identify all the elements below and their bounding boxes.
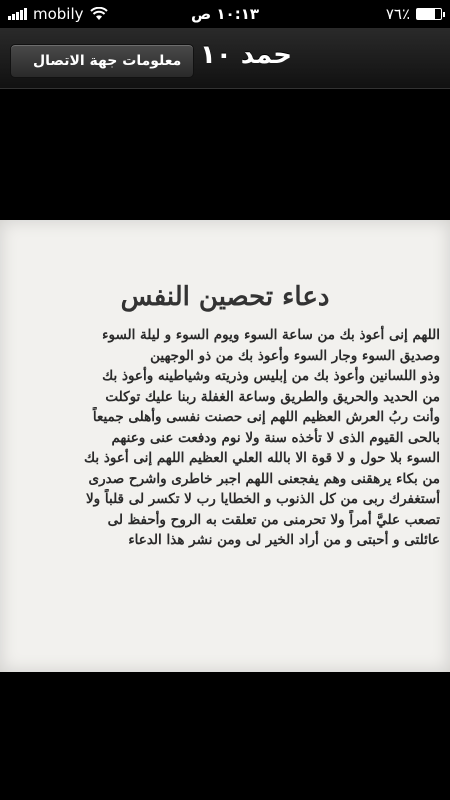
dua-line: السوء بلا حول و لا قوة الا بالله العلي العظيم اللهم إنى أعوذ بك (84, 450, 440, 466)
battery-area (386, 5, 442, 23)
dua-line: من بكاء يرهقنى وهم يفجعنى اللهم اجبر خاطرى واشرح صدرى (88, 470, 440, 487)
dua-line: وذو اللسانين وأعوذ بك من إبليس وذريته وشياطينه وأعوذ بك (102, 368, 440, 384)
dua-title: دعاء تحصين النفس (120, 282, 330, 312)
wifi-icon (90, 7, 108, 21)
dua-line: وصديق السوء وجار السوء وأعوذ بك من ذو الوجهين (150, 347, 440, 364)
battery-icon (416, 8, 442, 20)
navigation-bar (0, 28, 450, 89)
dua-line: وأنت ربُ العرش العظيم اللهم إنى حصنت نفسى وأهلى جميعاً (92, 409, 440, 425)
page-title: حمد ١٠ (200, 40, 292, 70)
carrier-area (8, 5, 108, 23)
dua-line: تصعب عليَّ أمراً ولا تحرمنى من تعلقت به الروح وأحفظ لى (107, 511, 440, 528)
carrier-name: mobily (33, 5, 84, 23)
status-bar (0, 0, 450, 28)
battery-percent: ٧٦٪ (385, 5, 410, 23)
dua-line: أستغفرك ربى من كل الذنوب و الخطايا رب لا تكسر لى قلباً ولا (85, 491, 440, 507)
signal-strength-icon (8, 8, 27, 20)
dua-line: من الحديد والحريق والطريق وساعة الغفلة ربنا عليك توكلت (105, 388, 440, 405)
dua-text (10, 325, 440, 551)
back-button[interactable]: معلومات جهة الاتصال (10, 44, 194, 78)
dua-line: اللهم إنى أعوذ بك من ساعة السوء ويوم السوء و ليلة السوء (102, 327, 440, 343)
dua-line: بالحى القيوم الذى لا تأخذه سنة ولا نوم ودفعت عنى وعنهم (111, 429, 440, 446)
dua-line: عائلتى و أحبتى و من أراد الخير لى ومن نشر هذا الدعاء (128, 532, 440, 548)
clock: ١٠:١٣ ص (190, 5, 260, 23)
battery-fill (417, 9, 435, 19)
dua-image[interactable] (0, 220, 450, 672)
